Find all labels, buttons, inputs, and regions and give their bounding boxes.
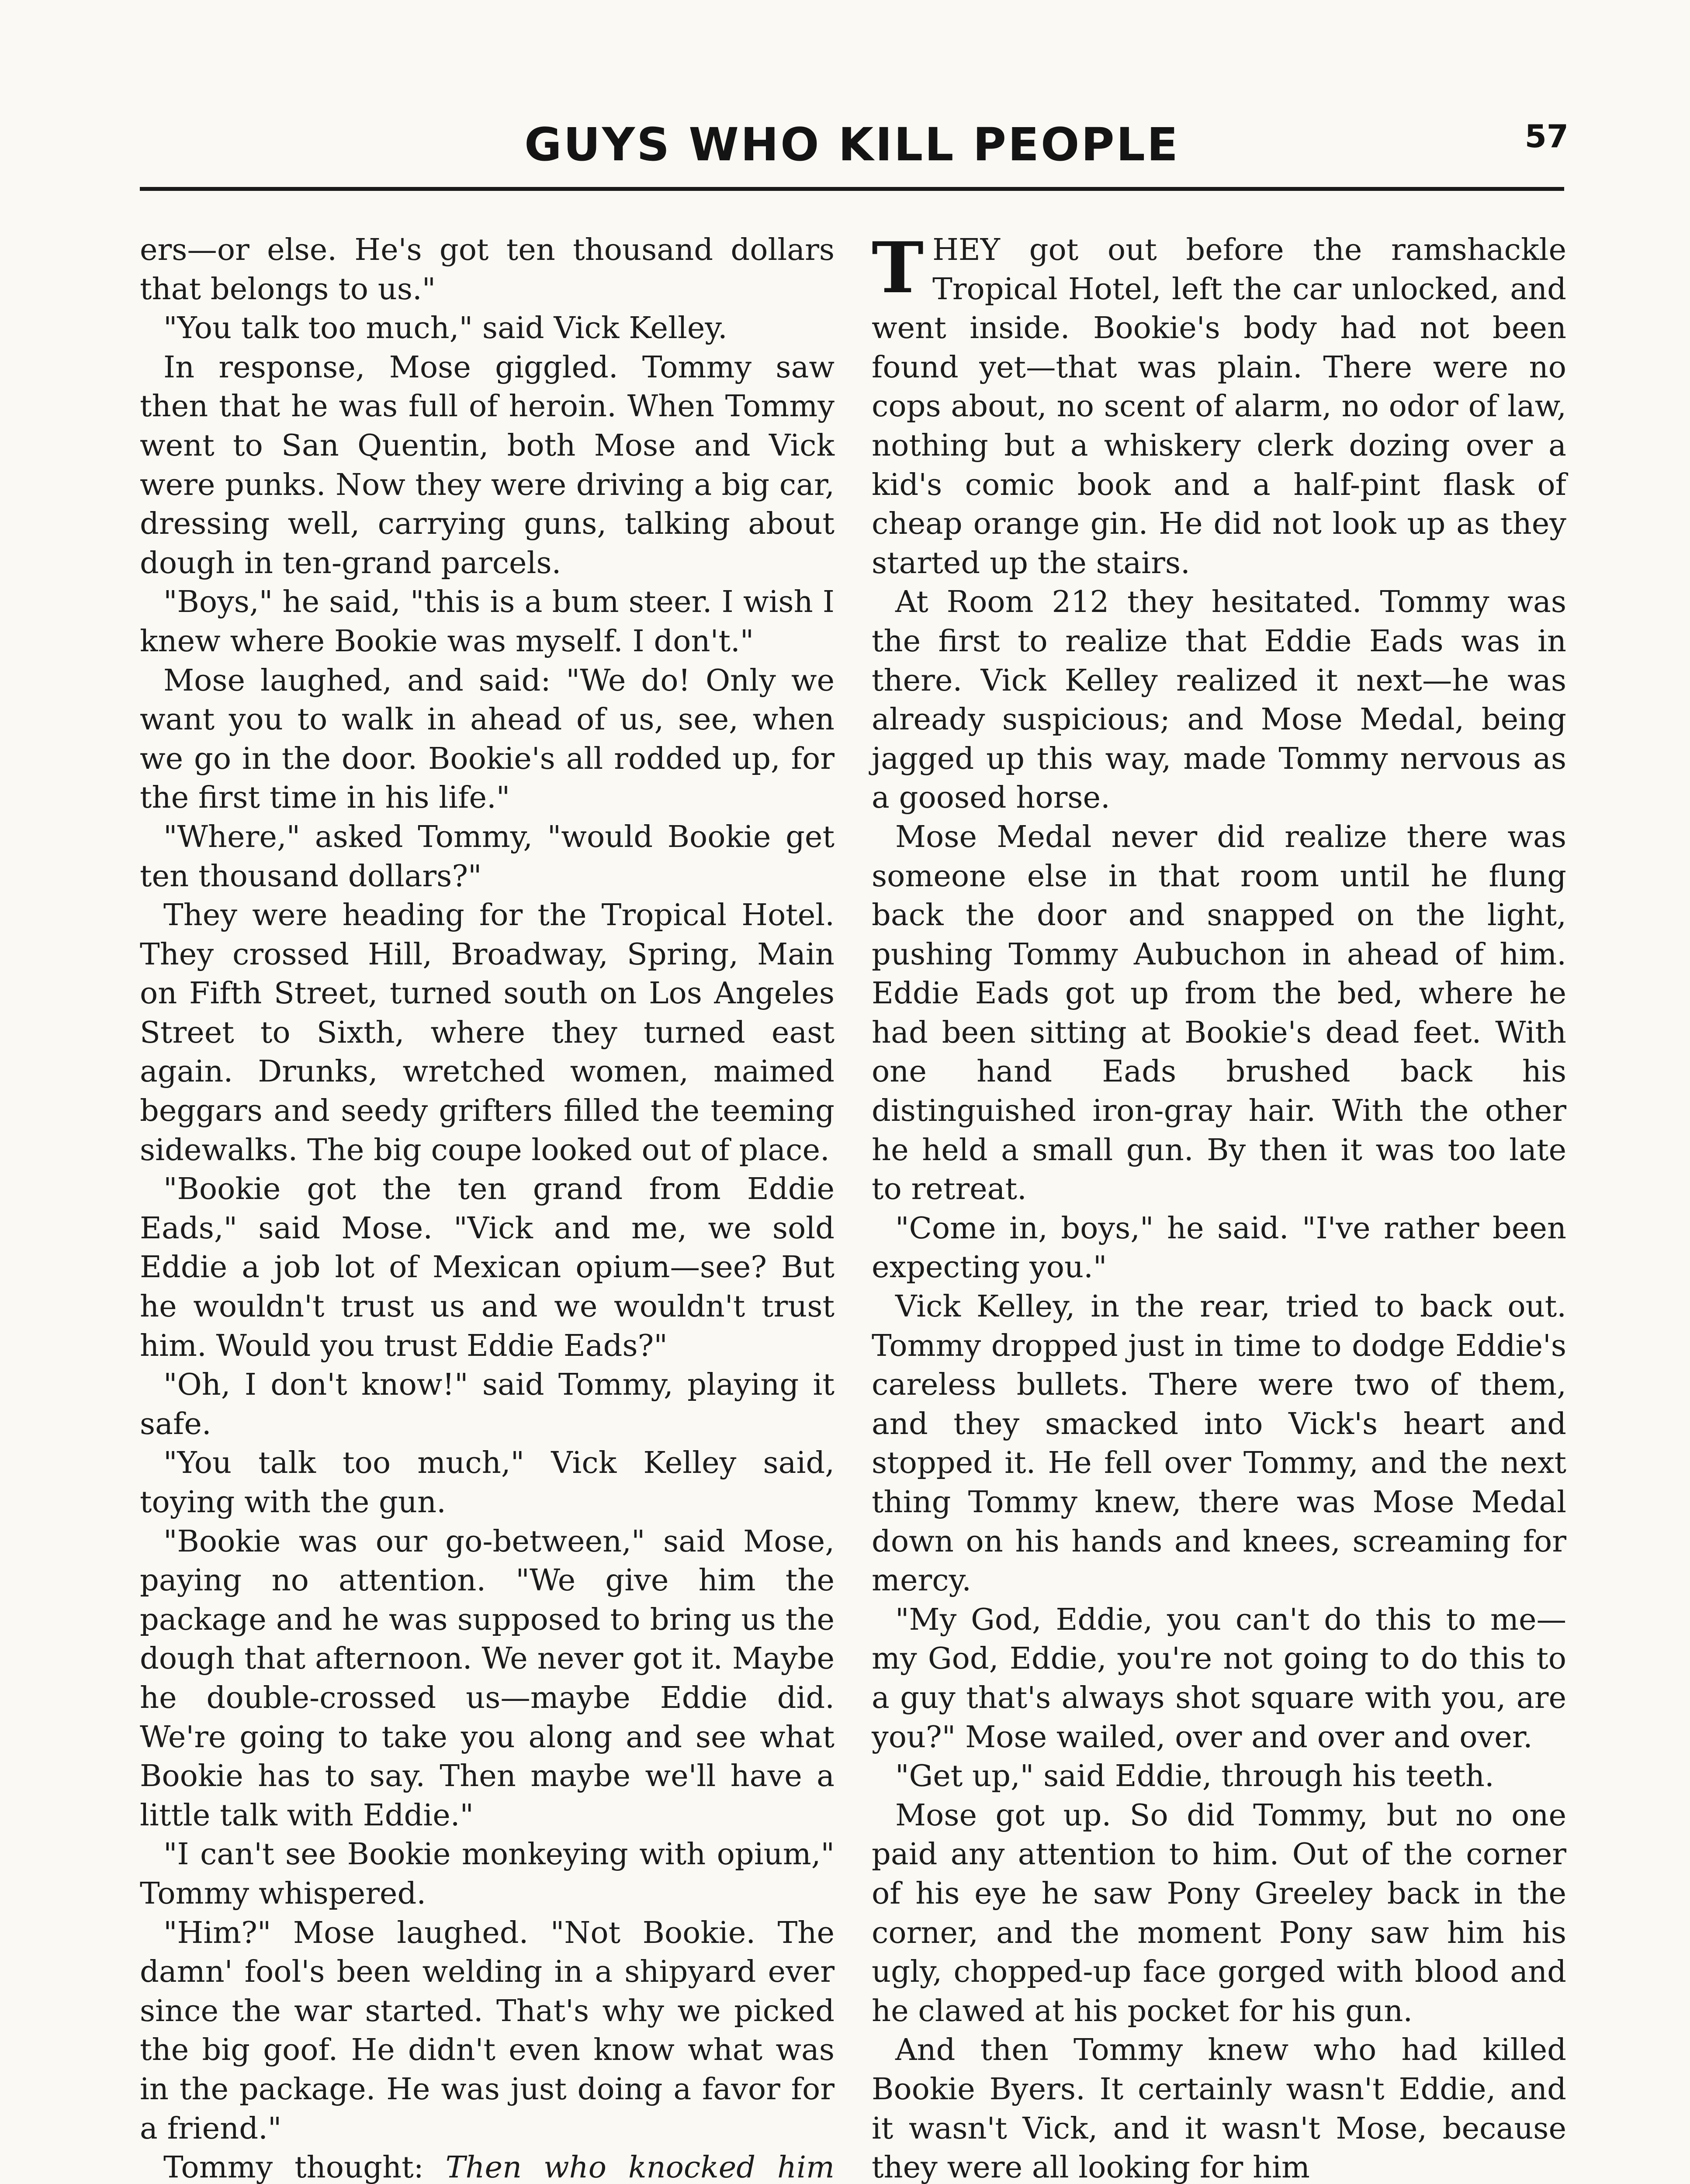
paragraph: "You talk too much," said Vick Kelley.: [163, 311, 727, 346]
paragraph-last: [140, 2148, 835, 2184]
italic-thought: Then who knocked him: [445, 2150, 835, 2184]
paragraph: "Where," asked Tommy, "would Bookie get ten thousand dollars?": [140, 819, 835, 894]
right-column: [872, 227, 1566, 2184]
paragraph: "I can't see Bookie monkeying with opium," Tommy whispered.: [140, 1837, 835, 1911]
paragraph: "Bookie got the ten grand from Eddie Eads," said Mose. "Vick and me, we sold Eddie a job lot of Mexican opium—see? But he wouldn't trust us and we wouldn't trust him. Would you trust Eddie Eads?": [140, 1171, 835, 1363]
paragraph: "Oh, I don't know!" said Tommy, playing it safe.: [140, 1367, 835, 1441]
paragraph: "Get up," said Eddie, through his teeth.: [895, 1759, 1494, 1794]
left-column: [140, 231, 835, 2184]
paragraph-lead: Tommy thought:: [163, 2150, 446, 2184]
paragraph: "You talk too much," Vick Kelley said, toying with the gun.: [140, 1445, 835, 1520]
page-header: [140, 109, 1569, 188]
paragraph: Vick Kelley, in the rear, tried to back out. Tommy dropped just in time to dodge Eddie's careless bullets. There were two of them, and they smacked into Vick's heart and stopped it. He fell over Tommy, and the next thing Tommy knew, there was Mose Medal down on his hands and knees, screaming for mercy.: [872, 1289, 1566, 1598]
drop-cap: T: [872, 227, 924, 309]
paragraph: "Come in, boys," he said. "I've rather been expecting you.": [872, 1210, 1566, 1285]
page-number: 57: [1524, 118, 1569, 155]
paragraph: In response, Mose giggled. Tommy saw then that he was full of heroin. When Tommy went to San Quentin, both Mose and Vick were punks. Now they were driving a big car, dressing well, carrying guns, talking about dough in ten-grand parcels.: [140, 349, 835, 581]
paragraph: "Bookie was our go-between," said Mose, paying no attention. "We give him the package and he was supposed to bring us the dough that afternoon. We never got it. Maybe he double-crossed us—maybe Eddie did. We're going to take you along and see what Bookie has to say. Then maybe we'll have a little talk with Eddie.": [140, 1524, 835, 1833]
running-title: GUYS WHO KILL PEOPLE: [524, 118, 1180, 171]
paragraph: "My God, Eddie, you can't do this to me—my God, Eddie, you're not going to do this to a guy that's always shot square with you, are you?" Mose wailed, over and over and over.: [872, 1602, 1566, 1755]
opening-paragraph: [872, 227, 1566, 583]
paragraph: At Room 212 they hesitated. Tommy was the first to realize that Eddie Eads was in there. Vick Kelley realized it next—he was already suspicious; and Mose Medal, being jagged up this way, made Tommy nervous as a goosed horse.: [872, 584, 1566, 816]
paragraph: Mose got up. So did Tommy, but no one paid any attention to him. Out of the corner of his eye he saw Pony Greeley back in the corner, and the moment Pony saw him his ugly, chopped-up face gorged with blood and he clawed at his pocket for his gun.: [872, 1797, 1566, 2028]
header-rule: [140, 187, 1564, 191]
paragraph: Mose laughed, and said: "We do! Only we want you to walk in ahead of us, see, when we go in the door. Bookie's all rodded up, for the first time in his life.": [140, 663, 835, 816]
paragraph: "Him?" Mose laughed. "Not Bookie. The damn' fool's been welding in a shipyard ever since the war started. That's why we picked the big goof. He didn't even know what was in the package. He was just doing a favor for a friend.": [140, 1915, 835, 2146]
paragraph: They were heading for the Tropical Hotel. They crossed Hill, Broadway, Spring, Main on Fifth Street, turned south on Los Angeles Street to Sixth, where they turned east again. Drunks, wretched women, maimed beggars and seedy grifters filled the teeming sidewalks. The big coupe looked out of place.: [140, 898, 835, 1168]
paragraph: Mose Medal never did realize there was someone else in that room until he flung back the door and snapped on the light, pushing Tommy Aubuchon in ahead of him. Eddie Eads got up from the bed, where he had been sitting at Bookie's dead feet. With one hand Eads brushed back his distinguished iron-gray hair. With the other he held a small gun. By then it was too late to retreat.: [872, 819, 1566, 1207]
paragraph: ers—or else. He's got ten thousand dollars that belongs to us.": [140, 232, 835, 307]
opening-text: HEY got out before the ramshackle Tropical Hotel, left the car unlocked, and went inside. Bookie's body had not been found yet—that was plain. There were no cops about, no scent of alarm, no odor of law, nothing but a whiskery clerk dozing over a kid's comic book and a half-pint flask of cheap orange gin. He did not look up as they started up the stairs.: [872, 232, 1566, 581]
paragraph: "Boys," he said, "this is a bum steer. I wish I knew where Bookie was myself. I don't.": [140, 584, 835, 659]
paragraph: And then Tommy knew who had killed Bookie Byers. It certainly wasn't Eddie, and it wasn't Vick, and it wasn't Mose, because they were all looking for him: [872, 2032, 1566, 2184]
